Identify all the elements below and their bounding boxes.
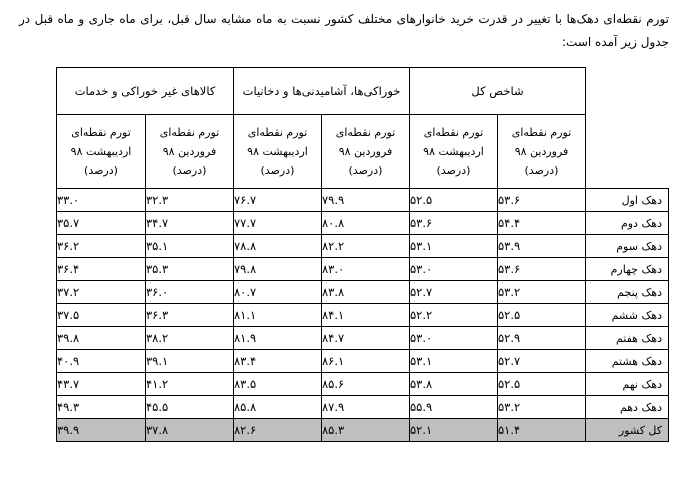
value-cell: ۵۳.۶ bbox=[410, 212, 498, 235]
row-label: دهک دهم bbox=[586, 396, 669, 419]
value-cell: ۴۳.۷ bbox=[56, 373, 145, 396]
value-cell: ۸۳.۰ bbox=[322, 258, 410, 281]
value-cell: ۵۱.۴ bbox=[498, 419, 586, 442]
value-cell: ۵۲.۲ bbox=[410, 304, 498, 327]
table-row bbox=[56, 212, 668, 235]
group-header-non-food-services: کالاهای غیر خوراکی و خدمات bbox=[56, 68, 233, 115]
row-label: دهک چهارم bbox=[586, 258, 669, 281]
value-cell: ۸۵.۶ bbox=[322, 373, 410, 396]
table-row bbox=[56, 373, 668, 396]
decile-inflation-table bbox=[56, 67, 669, 442]
value-cell: ۳۷.۵ bbox=[56, 304, 145, 327]
group-header-total-index: شاخص کل bbox=[410, 68, 586, 115]
value-cell: ۵۳.۱ bbox=[410, 235, 498, 258]
value-cell: ۸۱.۹ bbox=[234, 327, 322, 350]
value-cell: ۸۴.۷ bbox=[322, 327, 410, 350]
value-cell: ۸۴.۱ bbox=[322, 304, 410, 327]
subheader-line: تورم نقطه‌ای bbox=[71, 126, 131, 139]
value-cell: ۳۳.۰ bbox=[56, 189, 145, 212]
value-cell: ۵۴.۴ bbox=[498, 212, 586, 235]
table-row bbox=[56, 258, 668, 281]
value-cell: ۳۶.۰ bbox=[146, 281, 234, 304]
value-cell: ۳۸.۲ bbox=[146, 327, 234, 350]
value-cell: ۷۹.۸ bbox=[234, 258, 322, 281]
subheader-cell bbox=[322, 115, 410, 189]
table-row bbox=[56, 189, 668, 212]
value-cell: ۷۷.۷ bbox=[234, 212, 322, 235]
value-cell: ۳۶.۲ bbox=[56, 235, 145, 258]
subheader-cell bbox=[498, 115, 586, 189]
group-header-row bbox=[56, 68, 668, 115]
table-row bbox=[56, 304, 668, 327]
value-cell: ۸۱.۱ bbox=[234, 304, 322, 327]
value-cell: ۵۳.۰ bbox=[410, 258, 498, 281]
subheader-cell bbox=[410, 115, 498, 189]
subheader-cell bbox=[56, 115, 145, 189]
value-cell: ۸۶.۱ bbox=[322, 350, 410, 373]
subheader-row bbox=[56, 115, 668, 189]
value-cell: ۳۷.۸ bbox=[146, 419, 234, 442]
total-row bbox=[56, 419, 668, 442]
table-body bbox=[56, 189, 668, 442]
subheader-line: تورم نقطه‌ای bbox=[159, 126, 220, 139]
subheader-line: تورم نقطه‌ای bbox=[247, 126, 308, 139]
value-cell: ۳۵.۷ bbox=[56, 212, 145, 235]
value-cell: ۵۲.۷ bbox=[410, 281, 498, 304]
value-cell: ۳۲.۳ bbox=[146, 189, 234, 212]
value-cell: ۸۳.۸ bbox=[322, 281, 410, 304]
subheader-line: اردیبهشت ۹۸ bbox=[423, 145, 484, 158]
value-cell: ۴۱.۲ bbox=[146, 373, 234, 396]
value-cell: ۷۶.۷ bbox=[234, 189, 322, 212]
value-cell: ۴۹.۳ bbox=[56, 396, 145, 419]
value-cell: ۵۳.۶ bbox=[498, 189, 586, 212]
value-cell: ۵۲.۷ bbox=[498, 350, 586, 373]
row-label: دهک سوم bbox=[586, 235, 669, 258]
value-cell: ۷۹.۹ bbox=[322, 189, 410, 212]
subheader-line: فروردین ۹۸ bbox=[338, 145, 393, 158]
subheader-line: فروردین ۹۸ bbox=[162, 145, 217, 158]
value-cell: ۸۳.۴ bbox=[234, 350, 322, 373]
subheader-line: فروردین ۹۸ bbox=[514, 145, 569, 158]
value-cell: ۳۷.۲ bbox=[56, 281, 145, 304]
value-cell: ۵۳.۶ bbox=[498, 258, 586, 281]
subheader-cell bbox=[146, 115, 234, 189]
table-row bbox=[56, 281, 668, 304]
value-cell: ۸۵.۸ bbox=[234, 396, 322, 419]
value-cell: ۵۳.۲ bbox=[498, 281, 586, 304]
value-cell: ۵۲.۱ bbox=[410, 419, 498, 442]
value-cell: ۵۵.۹ bbox=[410, 396, 498, 419]
row-label: دهک هفتم bbox=[586, 327, 669, 350]
value-cell: ۴۰.۹ bbox=[56, 350, 145, 373]
subheader-line: تورم نقطه‌ای bbox=[335, 126, 396, 139]
table-row bbox=[56, 327, 668, 350]
value-cell: ۸۲.۶ bbox=[234, 419, 322, 442]
value-cell: ۸۰.۸ bbox=[322, 212, 410, 235]
value-cell: ۳۵.۳ bbox=[146, 258, 234, 281]
value-cell: ۵۳.۹ bbox=[498, 235, 586, 258]
row-label: کل کشور bbox=[586, 419, 669, 442]
value-cell: ۵۲.۵ bbox=[410, 189, 498, 212]
value-cell: ۴۵.۵ bbox=[146, 396, 234, 419]
value-cell: ۸۳.۵ bbox=[234, 373, 322, 396]
value-cell: ۵۲.۵ bbox=[498, 373, 586, 396]
subheader-line: (درصد) bbox=[84, 164, 118, 177]
value-cell: ۳۹.۸ bbox=[56, 327, 145, 350]
corner-cell bbox=[586, 68, 669, 189]
subheader-line: تورم نقطه‌ای bbox=[511, 126, 572, 139]
value-cell: ۵۳.۰ bbox=[410, 327, 498, 350]
subheader-line: (درصد) bbox=[436, 164, 471, 177]
row-label: دهک نهم bbox=[586, 373, 669, 396]
intro-paragraph: تورم نقطه‌ای دهک‌ها با تغییر در قدرت خرید خانوارهای مختلف کشور نسبت به ماه مشابه سال قبل، برای ماه جاری و ماه قبل در جدول زیر آمده است: bbox=[19, 12, 669, 49]
value-cell: ۵۳.۸ bbox=[410, 373, 498, 396]
value-cell: ۸۵.۳ bbox=[322, 419, 410, 442]
value-cell: ۸۰.۷ bbox=[234, 281, 322, 304]
table-row bbox=[56, 396, 668, 419]
subheader-line: (درصد) bbox=[172, 164, 207, 177]
table-row bbox=[56, 235, 668, 258]
value-cell: ۵۳.۲ bbox=[498, 396, 586, 419]
subheader-line: اردیبهشت ۹۸ bbox=[247, 145, 308, 158]
value-cell: ۵۲.۵ bbox=[498, 304, 586, 327]
table-row bbox=[56, 350, 668, 373]
row-label: دهک هشتم bbox=[586, 350, 669, 373]
subheader-cell bbox=[234, 115, 322, 189]
subheader-line: اردیبهشت ۹۸ bbox=[70, 145, 132, 158]
subheader-line: (درصد) bbox=[524, 164, 559, 177]
subheader-line: تورم نقطه‌ای bbox=[423, 126, 484, 139]
row-label: دهک اول bbox=[586, 189, 669, 212]
value-cell: ۵۲.۹ bbox=[498, 327, 586, 350]
value-cell: ۷۸.۸ bbox=[234, 235, 322, 258]
value-cell: ۳۶.۳ bbox=[146, 304, 234, 327]
group-header-food-beverages: خوراکی‌ها، آشامیدنی‌ها و دخانیات bbox=[234, 68, 410, 115]
subheader-line: (درصد) bbox=[348, 164, 383, 177]
value-cell: ۳۵.۱ bbox=[146, 235, 234, 258]
value-cell: ۳۹.۱ bbox=[146, 350, 234, 373]
subheader-line: (درصد) bbox=[260, 164, 295, 177]
value-cell: ۳۹.۹ bbox=[56, 419, 145, 442]
value-cell: ۸۷.۹ bbox=[322, 396, 410, 419]
row-label: دهک ششم bbox=[586, 304, 669, 327]
value-cell: ۳۶.۴ bbox=[56, 258, 145, 281]
value-cell: ۳۴.۷ bbox=[146, 212, 234, 235]
row-label: دهک دوم bbox=[586, 212, 669, 235]
value-cell: ۵۳.۱ bbox=[410, 350, 498, 373]
value-cell: ۸۲.۲ bbox=[322, 235, 410, 258]
row-label: دهک پنجم bbox=[586, 281, 669, 304]
